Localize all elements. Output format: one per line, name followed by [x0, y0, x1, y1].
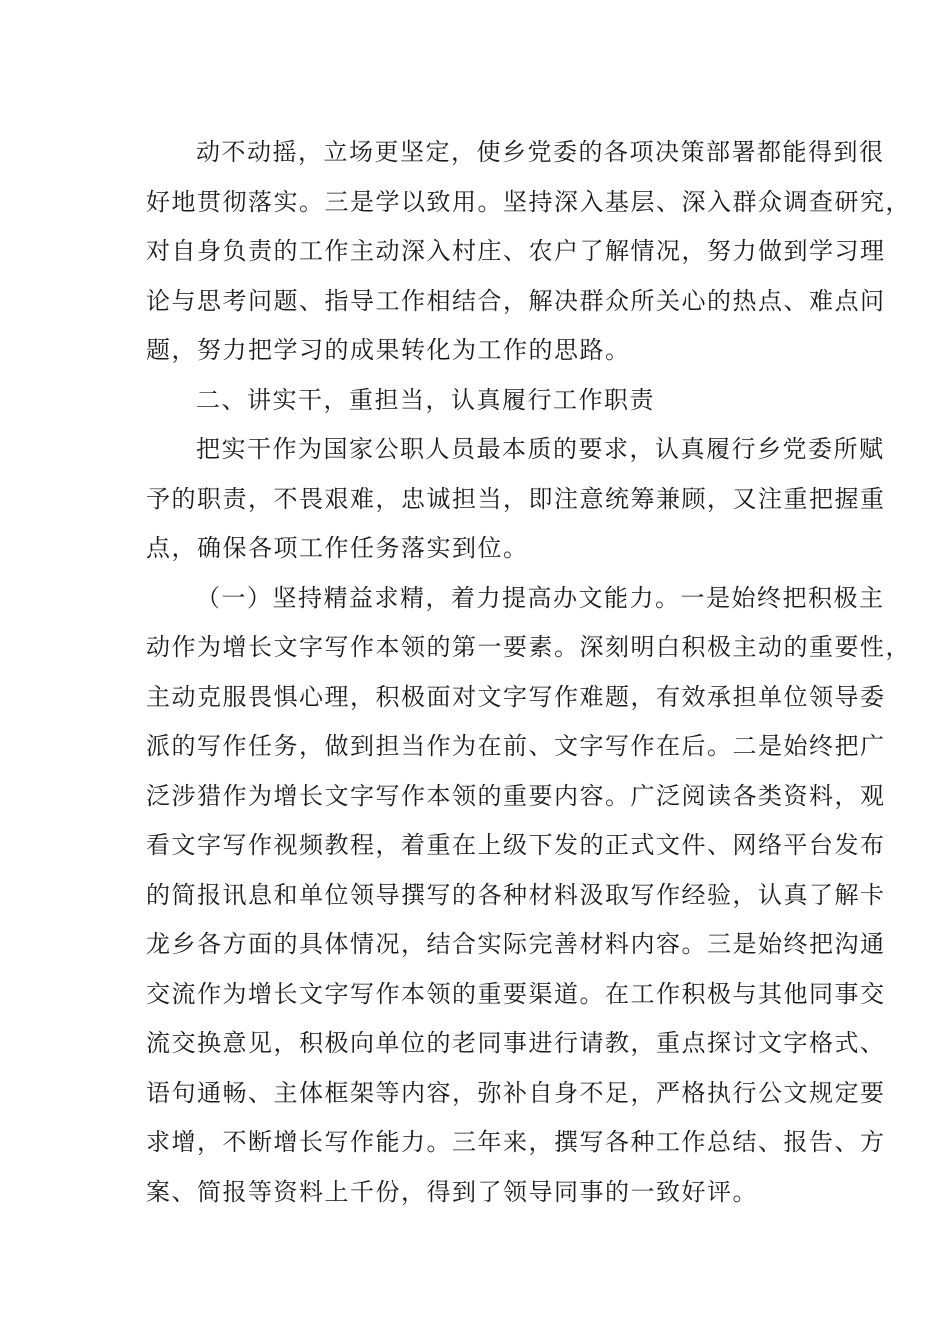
text-line: 把实干作为国家公职人员最本质的要求，认真履行乡党委所赋	[196, 435, 885, 463]
text-line: 的简报讯息和单位领导撰写的各种材料汲取写作经验，认真了解卡	[146, 881, 886, 909]
text-line: 流交换意见，积极向单位的老同事进行请教，重点探讨文字格式、	[146, 1029, 886, 1057]
text-line: 动作为增长文字写作本领的第一要素。深刻明白积极主动的重要性，	[146, 633, 911, 661]
text-line: 语句通畅、主体框架等内容，弥补自身不足，严格执行公文规定要	[146, 1079, 886, 1107]
text-line: 主动克服畏惧心理，积极面对文字写作难题，有效承担单位领导委	[146, 683, 886, 711]
text-line: 案、简报等资料上千份，得到了领导同事的一致好评。	[146, 1178, 758, 1206]
text-line: 题，努力把学习的成果转化为工作的思路。	[146, 336, 631, 364]
text-line: 动不动摇，立场更坚定，使乡党委的各项决策部署都能得到很	[196, 138, 885, 166]
section-heading: 二、讲实干，重担当，认真履行工作职责	[196, 386, 655, 414]
text-line: 对自身负责的工作主动深入村庄、农户了解情况，努力做到学习理	[146, 237, 886, 265]
text-line: 予的职责，不畏艰难，忠诚担当，即注意统筹兼顾，又注重把握重	[146, 485, 886, 513]
text-line: 好地贯彻落实。三是学以致用。坚持深入基层、深入群众调查研究，	[146, 188, 911, 216]
text-line: 龙乡各方面的具体情况，结合实际完善材料内容。三是始终把沟通	[146, 930, 886, 958]
text-line: 求增，不断增长写作能力。三年来，撰写各种工作总结、报告、方	[146, 1128, 886, 1156]
text-line: 论与思考问题、指导工作相结合，解决群众所关心的热点、难点问	[146, 287, 886, 315]
text-line: 看文字写作视频教程，着重在上级下发的正式文件、网络平台发布	[146, 831, 886, 859]
text-line: （一）坚持精益求精，着力提高办文能力。一是始终把积极主	[196, 584, 885, 612]
text-line: 点，确保各项工作任务落实到位。	[146, 534, 529, 562]
text-line: 派的写作任务，做到担当作为在前、文字写作在后。二是始终把广	[146, 732, 886, 760]
text-line: 交流作为增长文字写作本领的重要渠道。在工作积极与其他同事交	[146, 980, 886, 1008]
text-line: 泛涉猎作为增长文字写作本领的重要内容。广泛阅读各类资料，观	[146, 782, 886, 810]
